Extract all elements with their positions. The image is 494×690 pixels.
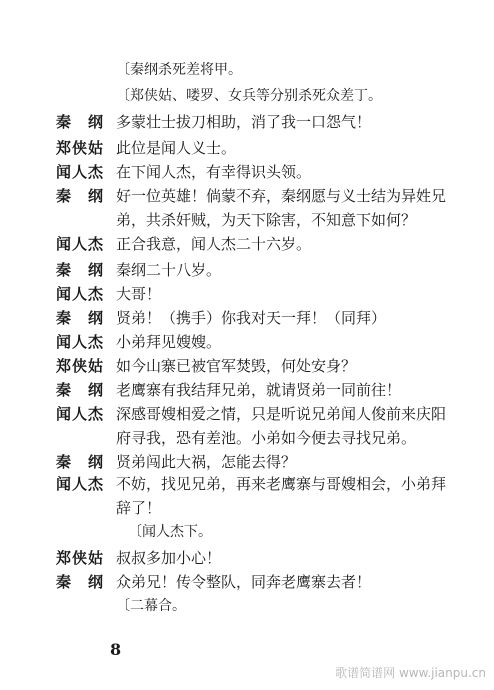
speaker-name: 闻人杰	[56, 163, 105, 181]
stage-direction: 〔郑侠姑、喽罗、女兵等分别杀死众差丁。	[116, 88, 382, 104]
script-line	[0, 378, 494, 402]
dialogue-text: 深感哥嫂相爱之情，只是听说兄弟闻人俊前来庆阳	[116, 405, 447, 423]
speaker-name: 秦 纲	[56, 573, 105, 591]
dialogue-text: 老鹰寨有我结拜兄弟，就请贤弟一同前往！	[116, 381, 402, 399]
stage-direction: 〔秦纲杀死差将甲。	[116, 62, 242, 78]
script-line	[0, 546, 494, 570]
script-line	[0, 232, 494, 256]
script-line	[0, 520, 494, 544]
dialogue-text: 此位是闻人义士。	[116, 139, 237, 157]
dialogue-text: 如今山寨已被官军焚毁，何处安身？	[116, 357, 357, 375]
script-line	[0, 354, 494, 378]
script-line	[0, 258, 494, 282]
dialogue-text: 大哥！	[116, 285, 162, 303]
dialogue-text: 叔叔多加小心！	[116, 549, 222, 567]
dialogue-text: 小弟拜见嫂嫂。	[116, 333, 222, 351]
dialogue-text: 贤弟闯此大祸，怎能去得？	[116, 453, 297, 471]
script-line	[0, 472, 494, 496]
speaker-name: 秦 纲	[56, 261, 105, 279]
script-line	[0, 282, 494, 306]
script-line	[0, 184, 494, 208]
script-line	[0, 306, 494, 330]
dialogue-continuation: 弟，共杀奸贼，为天下除害，不知意下如何？	[116, 211, 417, 229]
speaker-name: 闻人杰	[56, 235, 105, 253]
script-line	[0, 84, 494, 108]
page-number: 8	[110, 640, 122, 659]
script-line	[0, 402, 494, 426]
script-line	[0, 426, 494, 450]
script-line	[0, 570, 494, 594]
script-line	[0, 450, 494, 474]
script-line	[0, 160, 494, 184]
dialogue-continuation: 府寻我，恐有差池。小弟如今便去寻找兄弟。	[116, 429, 417, 447]
speaker-name: 闻人杰	[56, 475, 105, 493]
dialogue-text: 秦纲二十八岁。	[116, 261, 222, 279]
script-line	[0, 496, 494, 520]
speaker-name: 闻人杰	[56, 333, 105, 351]
script-line	[0, 58, 494, 82]
speaker-name: 郑侠姑	[56, 139, 105, 157]
script-line	[0, 208, 494, 232]
speaker-name: 秦 纲	[56, 453, 105, 471]
dialogue-text: 在下闻人杰，有幸得识头领。	[116, 163, 312, 181]
script-line	[0, 594, 494, 618]
stage-direction: 〔闻人杰下。	[128, 524, 212, 540]
script-line	[0, 110, 494, 134]
speaker-name: 秦 纲	[56, 187, 105, 205]
speaker-name: 秦 纲	[56, 113, 105, 131]
dialogue-text: 不妨，找见兄弟，再来老鹰寨与哥嫂相会，小弟拜	[116, 475, 447, 493]
speaker-name: 秦 纲	[56, 381, 105, 399]
dialogue-text: 多蒙壮士拔刀相助，消了我一口怨气！	[116, 113, 372, 131]
speaker-name: 郑侠姑	[56, 549, 105, 567]
stage-direction: 〔二幕合。	[116, 598, 186, 614]
dialogue-text: 正合我意，闻人杰二十六岁。	[116, 235, 312, 253]
speaker-name: 郑侠姑	[56, 357, 105, 375]
speaker-name: 秦 纲	[56, 309, 105, 327]
watermark: 歌谱简谱网 www.jianpu.cn	[335, 666, 486, 680]
dialogue-text: 众弟兄！传令整队，同奔老鹰寨去者！	[116, 573, 372, 591]
speaker-name: 闻人杰	[56, 285, 105, 303]
script-line	[0, 136, 494, 160]
speaker-name: 闻人杰	[56, 405, 105, 423]
dialogue-text: 贤弟！（携手）你我对天一拜！（同拜）	[116, 309, 387, 327]
dialogue-text: 好一位英雄！倘蒙不弃，秦纲愿与义士结为异姓兄	[116, 187, 447, 205]
script-line	[0, 330, 494, 354]
dialogue-continuation: 辞了！	[116, 499, 162, 517]
